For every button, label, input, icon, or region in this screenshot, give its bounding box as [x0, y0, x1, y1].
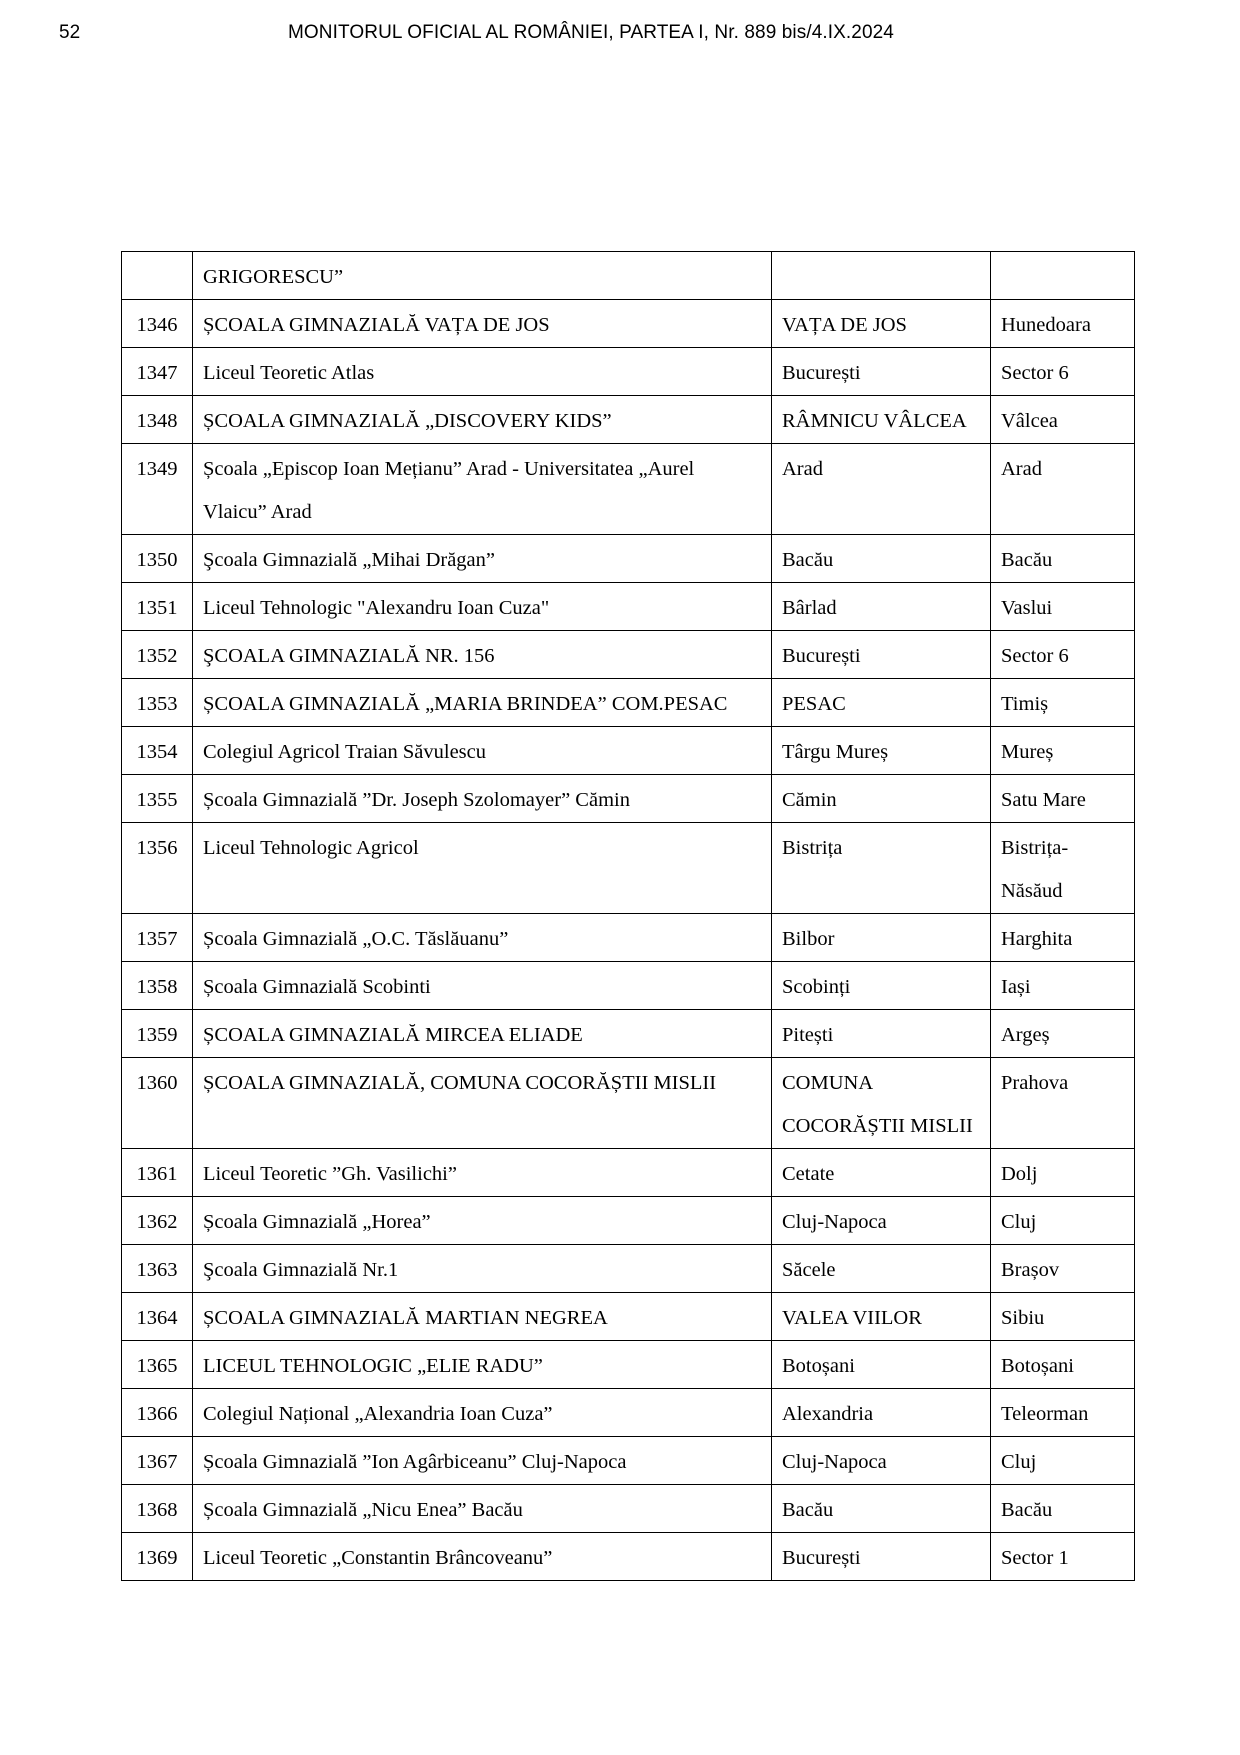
school-name-cell [193, 1010, 772, 1058]
row-number-cell [122, 535, 193, 583]
school-name: Școala Gimnazială „Nicu Enea” Bacău [203, 1499, 523, 1521]
school-name: LICEUL TEHNOLOGIC „ELIE RADU” [203, 1355, 543, 1377]
school-name-cell [193, 1293, 772, 1341]
school-name: ȘCOALA GIMNAZIALĂ „DISCOVERY KIDS” [203, 410, 612, 432]
county: Sector 6 [1001, 645, 1069, 667]
school-name-cell [193, 1533, 772, 1581]
row-number: 1349 [136, 458, 178, 480]
row-number-cell [122, 300, 193, 348]
school-name-cell [193, 535, 772, 583]
school-name-cell [193, 300, 772, 348]
school-name-cell [193, 1341, 772, 1389]
school-name-cell [193, 631, 772, 679]
county: Vaslui [1001, 597, 1053, 619]
table-row [122, 1245, 1135, 1293]
row-number-cell [122, 1293, 193, 1341]
school-name-cell [193, 775, 772, 823]
locality-cell [772, 631, 991, 679]
row-number-cell [122, 1533, 193, 1581]
locality-cell [772, 1341, 991, 1389]
row-number: 1347 [136, 362, 178, 384]
school-name-cell [193, 583, 772, 631]
school-name-cell [193, 727, 772, 775]
table-row [122, 583, 1135, 631]
table-row [122, 631, 1135, 679]
locality-cell [772, 252, 991, 300]
locality-cell [772, 679, 991, 727]
row-number-cell [122, 727, 193, 775]
county-cell [991, 1389, 1135, 1437]
locality: PESAC [782, 693, 846, 715]
county: Bistrița-Năsăud [1001, 837, 1069, 902]
county: Dolj [1001, 1163, 1038, 1185]
county: Brașov [1001, 1259, 1060, 1281]
school-name: Liceul Teoretic „Constantin Brâncoveanu” [203, 1547, 553, 1569]
locality-cell [772, 1245, 991, 1293]
county: Harghita [1001, 928, 1073, 950]
locality: București [782, 1547, 861, 1569]
school-name: Școala Gimnazială „Horea” [203, 1211, 431, 1233]
locality-cell [772, 727, 991, 775]
county: Bacău [1001, 1499, 1053, 1521]
locality-cell [772, 1058, 991, 1149]
locality: Scobinți [782, 976, 851, 998]
locality: COMUNA COCORĂȘTII MISLII [782, 1072, 973, 1137]
row-number-cell [122, 1437, 193, 1485]
school-name: ȘCOALA GIMNAZIALĂ, COMUNA COCORĂȘTII MISLII [203, 1072, 717, 1094]
school-name: Școala „Episcop Ioan Mețianu” Arad - Universitatea „Aurel Vlaicu” Arad [203, 458, 695, 523]
row-number: 1363 [136, 1259, 178, 1281]
school-name: Școala Gimnazială Scobinti [203, 976, 431, 998]
row-number-cell [122, 679, 193, 727]
table-row [122, 1058, 1135, 1149]
row-number: 1352 [136, 645, 178, 667]
locality: Bacău [782, 549, 834, 571]
locality-cell [772, 1149, 991, 1197]
table-row [122, 1293, 1135, 1341]
locality: Cluj-Napoca [782, 1451, 887, 1473]
row-number-cell [122, 396, 193, 444]
table-row [122, 775, 1135, 823]
row-number-cell [122, 348, 193, 396]
row-number-cell [122, 1485, 193, 1533]
county-cell [991, 252, 1135, 300]
county-cell [991, 1149, 1135, 1197]
row-number-cell [122, 1245, 193, 1293]
locality-cell [772, 535, 991, 583]
school-name: ȘCOALA GIMNAZIALĂ MARTIAN NEGREA [203, 1307, 608, 1329]
table-row [122, 1149, 1135, 1197]
school-name-cell [193, 962, 772, 1010]
school-name: Școala Gimnazială ”Dr. Joseph Szolomayer” Cămin [203, 789, 630, 811]
table-row [122, 914, 1135, 962]
locality: RÂMNICU VÂLCEA [782, 410, 967, 432]
table-row [122, 679, 1135, 727]
county-cell [991, 1058, 1135, 1149]
row-number-cell [122, 1197, 193, 1245]
row-number: 1364 [136, 1307, 178, 1329]
locality: Bistrița [782, 837, 843, 859]
county-cell [991, 1341, 1135, 1389]
locality: Târgu Mureș [782, 741, 889, 763]
school-name-cell [193, 348, 772, 396]
county: Mureș [1001, 741, 1054, 763]
locality: București [782, 362, 861, 384]
table-row [122, 823, 1135, 914]
row-number: 1354 [136, 741, 178, 763]
school-name: Liceul Tehnologic Agricol [203, 837, 419, 859]
locality: Arad [782, 458, 823, 480]
county: Cluj [1001, 1211, 1037, 1233]
county: Timiș [1001, 693, 1049, 715]
table-row [122, 1533, 1135, 1581]
table-row [122, 1437, 1135, 1485]
county-cell [991, 444, 1135, 535]
row-number: 1359 [136, 1024, 178, 1046]
locality-cell [772, 300, 991, 348]
school-name: Colegiul Agricol Traian Săvulescu [203, 741, 486, 763]
locality: Bilbor [782, 928, 835, 950]
table-row [122, 1389, 1135, 1437]
locality: VAȚA DE JOS [782, 314, 907, 336]
county-cell [991, 1010, 1135, 1058]
county-cell [991, 775, 1135, 823]
table-row [122, 396, 1135, 444]
locality-cell [772, 1389, 991, 1437]
school-name: ȘCOALA GIMNAZIALĂ VAȚA DE JOS [203, 314, 550, 336]
county: Hunedoara [1001, 314, 1091, 336]
locality-cell [772, 775, 991, 823]
county: Iași [1001, 976, 1031, 998]
locality: Cluj-Napoca [782, 1211, 887, 1233]
school-name-cell [193, 679, 772, 727]
locality-cell [772, 583, 991, 631]
county-cell [991, 823, 1135, 914]
county-cell [991, 1197, 1135, 1245]
locality: Alexandria [782, 1403, 874, 1425]
locality-cell [772, 1010, 991, 1058]
row-number: 1350 [136, 549, 178, 571]
county-cell [991, 396, 1135, 444]
school-name-cell [193, 444, 772, 535]
schools-table [121, 251, 1135, 1581]
table-row [122, 252, 1135, 300]
school-name: Şcoala Gimnazială Nr.1 [203, 1259, 399, 1281]
county-cell [991, 1245, 1135, 1293]
school-name-cell [193, 914, 772, 962]
table-row [122, 300, 1135, 348]
row-number-cell [122, 823, 193, 914]
locality-cell [772, 1197, 991, 1245]
school-name: Școala Gimnazială ”Ion Agârbiceanu” Cluj-Napoca [203, 1451, 627, 1473]
school-name: ŞCOALA GIMNAZIALĂ NR. 156 [203, 645, 495, 667]
school-name: ȘCOALA GIMNAZIALĂ „MARIA BRINDEA” COM.PESAC [203, 693, 728, 715]
school-name: Colegiul Național „Alexandria Ioan Cuza” [203, 1403, 553, 1425]
locality: Cămin [782, 789, 837, 811]
row-number-cell [122, 583, 193, 631]
locality-cell [772, 444, 991, 535]
locality-cell [772, 348, 991, 396]
row-number: 1367 [136, 1451, 178, 1473]
school-name: Liceul Teoretic ”Gh. Vasilichi” [203, 1163, 457, 1185]
row-number-cell [122, 962, 193, 1010]
locality: București [782, 645, 861, 667]
county: Vâlcea [1001, 410, 1058, 432]
county: Prahova [1001, 1072, 1069, 1094]
county-cell [991, 631, 1135, 679]
school-name: Școala Gimnazială „O.C. Tăslăuanu” [203, 928, 509, 950]
table-row [122, 1341, 1135, 1389]
locality-cell [772, 914, 991, 962]
locality-cell [772, 1485, 991, 1533]
locality-cell [772, 1533, 991, 1581]
county: Sector 6 [1001, 362, 1069, 384]
school-name: GRIGORESCU” [203, 266, 344, 288]
school-name-cell [193, 1389, 772, 1437]
row-number: 1351 [136, 597, 178, 619]
locality-cell [772, 1293, 991, 1341]
table-row [122, 962, 1135, 1010]
locality-cell [772, 823, 991, 914]
school-name-cell [193, 1245, 772, 1293]
school-name: Şcoala Gimnazială „Mihai Drăgan” [203, 549, 495, 571]
school-name-cell [193, 252, 772, 300]
locality-cell [772, 1437, 991, 1485]
row-number-cell [122, 1058, 193, 1149]
row-number-cell [122, 1149, 193, 1197]
row-number-cell [122, 775, 193, 823]
county: Arad [1001, 458, 1042, 480]
county: Bacău [1001, 549, 1053, 571]
locality-cell [772, 396, 991, 444]
schools-table-body [122, 252, 1135, 1581]
table-row [122, 348, 1135, 396]
locality: Bârlad [782, 597, 837, 619]
locality: Săcele [782, 1259, 836, 1281]
table-row [122, 535, 1135, 583]
page-number: 52 [59, 22, 81, 43]
row-number: 1365 [136, 1355, 178, 1377]
school-name-cell [193, 1149, 772, 1197]
county-cell [991, 300, 1135, 348]
row-number-cell [122, 252, 193, 300]
row-number: 1361 [136, 1163, 178, 1185]
row-number: 1358 [136, 976, 178, 998]
locality: Botoșani [782, 1355, 855, 1377]
county-cell [991, 1533, 1135, 1581]
locality: VALEA VIILOR [782, 1307, 922, 1329]
row-number: 1357 [136, 928, 178, 950]
school-name-cell [193, 1058, 772, 1149]
locality: Bacău [782, 1499, 834, 1521]
table-row [122, 727, 1135, 775]
row-number-cell [122, 444, 193, 535]
school-name-cell [193, 1485, 772, 1533]
row-number: 1360 [136, 1072, 178, 1094]
county: Sector 1 [1001, 1547, 1069, 1569]
county-cell [991, 1485, 1135, 1533]
row-number: 1353 [136, 693, 178, 715]
school-name-cell [193, 1437, 772, 1485]
county-cell [991, 535, 1135, 583]
row-number: 1356 [136, 837, 178, 859]
row-number-cell [122, 914, 193, 962]
row-number: 1346 [136, 314, 178, 336]
school-name-cell [193, 1197, 772, 1245]
locality: Pitești [782, 1024, 834, 1046]
locality-cell [772, 962, 991, 1010]
row-number: 1348 [136, 410, 178, 432]
county: Botoșani [1001, 1355, 1074, 1377]
table-row [122, 1010, 1135, 1058]
county-cell [991, 1437, 1135, 1485]
row-number: 1366 [136, 1403, 178, 1425]
county-cell [991, 583, 1135, 631]
row-number-cell [122, 631, 193, 679]
county-cell [991, 679, 1135, 727]
county: Argeș [1001, 1024, 1050, 1046]
county-cell [991, 914, 1135, 962]
county-cell [991, 962, 1135, 1010]
county: Sibiu [1001, 1307, 1045, 1329]
school-name: Liceul Tehnologic "Alexandru Ioan Cuza" [203, 597, 550, 619]
county: Cluj [1001, 1451, 1037, 1473]
row-number-cell [122, 1010, 193, 1058]
row-number-cell [122, 1341, 193, 1389]
school-name: ȘCOALA GIMNAZIALĂ MIRCEA ELIADE [203, 1024, 583, 1046]
locality: Cetate [782, 1163, 835, 1185]
running-head: MONITORUL OFICIAL AL ROMÂNIEI, PARTEA I, Nr. 889 bis/4.IX.2024 [288, 22, 894, 43]
school-name-cell [193, 396, 772, 444]
row-number: 1368 [136, 1499, 178, 1521]
table-row [122, 444, 1135, 535]
county-cell [991, 1293, 1135, 1341]
row-number: 1362 [136, 1211, 178, 1233]
county: Satu Mare [1001, 789, 1086, 811]
school-name-cell [193, 823, 772, 914]
county-cell [991, 727, 1135, 775]
table-row [122, 1485, 1135, 1533]
table-row [122, 1197, 1135, 1245]
school-name: Liceul Teoretic Atlas [203, 362, 375, 384]
row-number-cell [122, 1389, 193, 1437]
row-number: 1369 [136, 1547, 178, 1569]
county-cell [991, 348, 1135, 396]
row-number: 1355 [136, 789, 178, 811]
county: Teleorman [1001, 1403, 1089, 1425]
